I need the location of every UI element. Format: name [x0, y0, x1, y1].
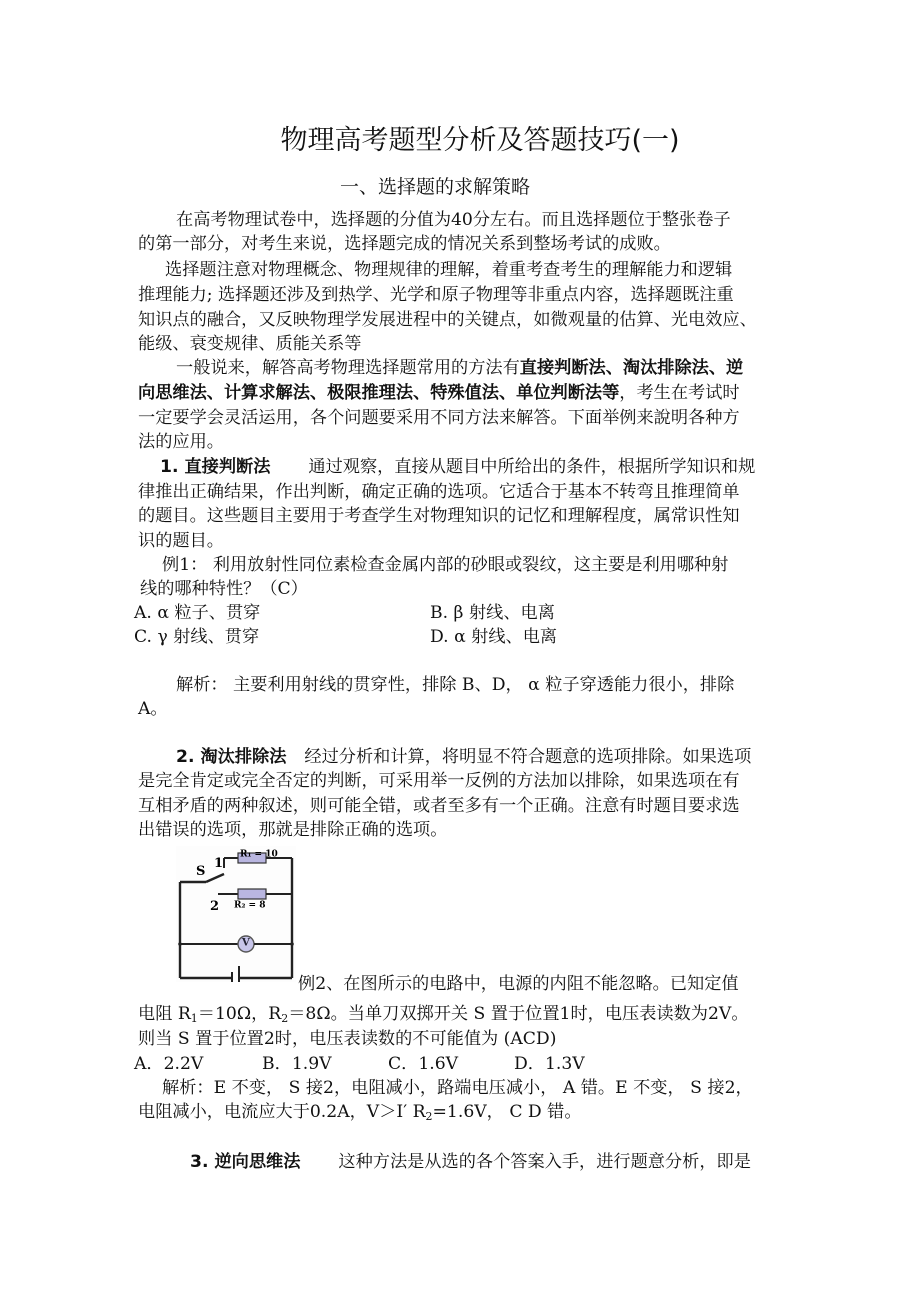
example1-option-a: A. α 粒子、贯穿 — [134, 603, 261, 623]
page-title: 物理高考题型分析及答题技巧(一) — [280, 125, 680, 156]
svg-text:R₂ = 8: R₂ = 8 — [234, 900, 266, 911]
analysis-text-c: =1.6V， C D 错。 — [432, 1102, 582, 1122]
intro-p2-line2: 推理能力; 选择题还涉及到热学、光学和原子物理等非重点内容，选择题既注重 — [138, 285, 734, 305]
method2-line2: 是完全肯定或完全否定的判断，可采用举一反例的方法加以排除，如果选项在有 — [138, 771, 740, 791]
intro-p3-line4: 法的应用。 — [138, 432, 224, 452]
analysis-text-a: 电阻减小，电流应大于0.2A，V＞I′ R — [138, 1102, 426, 1122]
example2-text-a: 电阻 R — [138, 1004, 191, 1024]
subscript-2: 2 — [281, 1012, 289, 1025]
example2-text-c: ＝10Ω，R — [197, 1004, 282, 1024]
example2-option-b: B．1.9V — [262, 1054, 332, 1074]
method2-text: 经过分析和计算，将明显不符合题意的选项排除。如果选项 — [304, 747, 752, 767]
intro-p1-line1: 在高考物理试卷中，选择题的分值为40分左右。而且选择题位于整张卷子 — [176, 210, 731, 230]
method1-line2: 律推出正确结果，作出判断，确定正确的选项。它适合于基本不转弯且推理简单 — [138, 482, 740, 502]
example2-question-line2 — [138, 1002, 749, 1026]
example1-question-line1: 例1： 利用放射性同位素检查金属内部的砂眼或裂纹，这主要是利用哪种射 — [162, 555, 729, 575]
intro-p2-line3: 知识点的融合，又反映物理学发展进程中的关键点，如微观量的估算、光电效应、 — [138, 310, 757, 330]
example2-question-line3: 则当 S 置于位置2时，电压表读数的不可能值为 (ACD) — [138, 1029, 557, 1049]
method1-line3: 的题目。这些题目主要用于考查学生对物理知识的记忆和理解程度，属常识性知 — [138, 506, 740, 526]
method2-line4: 出错误的选项，那就是排除正确的选项。 — [138, 820, 448, 840]
svg-text:S: S — [196, 863, 206, 879]
example1-option-d: D. α 射线、电离 — [430, 627, 558, 647]
section-heading: 一、选择题的求解策略 — [339, 176, 530, 198]
example1-analysis-line2: A。 — [138, 699, 168, 719]
example2-option-c: C．1.6V — [388, 1054, 459, 1074]
svg-text:2: 2 — [210, 898, 220, 914]
method3-text: 这种方法是从选的各个答案入手，进行题意分析，即是 — [338, 1152, 751, 1172]
subscript-2: 2 — [425, 1110, 433, 1123]
intro-p3-line2-text: ，考生在考试时 — [619, 383, 740, 403]
method3-heading: 3. 逆向思维法 — [190, 1152, 301, 1172]
methods-list-bold-cont: 向思维法、计算求解法、极限推理法、特殊值法、单位判断法等 — [138, 383, 620, 403]
method1-line4: 识的题目。 — [138, 531, 224, 551]
intro-p2-line1: 选择题注意对物理概念、物理规律的理解，着重考查考生的理解能力和逻辑 — [165, 260, 733, 280]
method2-line3: 互相矛盾的两种叙述，则可能全错，或者至多有一个正确。注意有时题目要求选 — [138, 796, 740, 816]
methods-list-bold: 直接判断法、淘汰排除法、逆 — [519, 358, 744, 378]
intro-p3-line1-text: 一般说来，解答高考物理选择题常用的方法有 — [176, 358, 520, 378]
svg-text:1: 1 — [214, 855, 224, 871]
intro-p3-line3: 一定要学会灵活运用，各个问题要采用不同方法来解答。下面举例来說明各种方 — [138, 408, 740, 428]
example1-option-c: C. γ 射线、贯穿 — [134, 627, 260, 647]
example2-option-d: D．1.3V — [514, 1054, 585, 1074]
circuit-schematic-icon — [176, 846, 296, 982]
method1-heading: 1. 直接判断法 — [160, 457, 271, 477]
example2-text-e: ＝8Ω。当单刀双掷开关 S 置于位置1时，电压表读数为2V。 — [288, 1004, 749, 1024]
example2-analysis-line2 — [138, 1100, 582, 1124]
example1-question-line2: 线的哪种特性？（C） — [140, 579, 308, 599]
example1-analysis-line1: 解析： 主要利用射线的贯穿性，排除 B、D， α 粒子穿透能力很小，排除 — [176, 675, 735, 695]
intro-p2-line4: 能级、衰变规律、质能关系等 — [138, 334, 362, 354]
example2-analysis-line1: 解析：E 不变， S 接2，电阻减小，路端电压减小， A 错。E 不变， S 接2， — [162, 1078, 753, 1098]
method1-line1 — [160, 455, 755, 479]
resistor-r2-icon — [238, 889, 266, 899]
method2-line1 — [176, 745, 751, 769]
subscript-1: 1 — [190, 1012, 198, 1025]
method2-heading: 2. 淘汰排除法 — [176, 747, 287, 767]
example2-option-a: A．2.2V — [134, 1054, 204, 1074]
svg-text:V: V — [242, 937, 250, 949]
svg-text:R₁ = 10: R₁ = 10 — [240, 849, 278, 860]
example1-option-b: B. β 射线、电离 — [430, 603, 555, 623]
intro-p3-line2 — [138, 381, 740, 405]
circuit-diagram — [176, 846, 296, 982]
example2-question-line1: 例2、在图所示的电路中，电源的内阻不能忽略。已知定值 — [298, 974, 739, 994]
intro-p3-line1 — [176, 356, 743, 380]
method1-text: 通过观察，直接从题目中所给出的条件，根据所学知识和规 — [308, 457, 756, 477]
intro-p1-line2: 的第一部分，对考生来说，选择题完成的情况关系到整场考试的成败。 — [138, 234, 671, 254]
method3-line1 — [190, 1150, 751, 1174]
